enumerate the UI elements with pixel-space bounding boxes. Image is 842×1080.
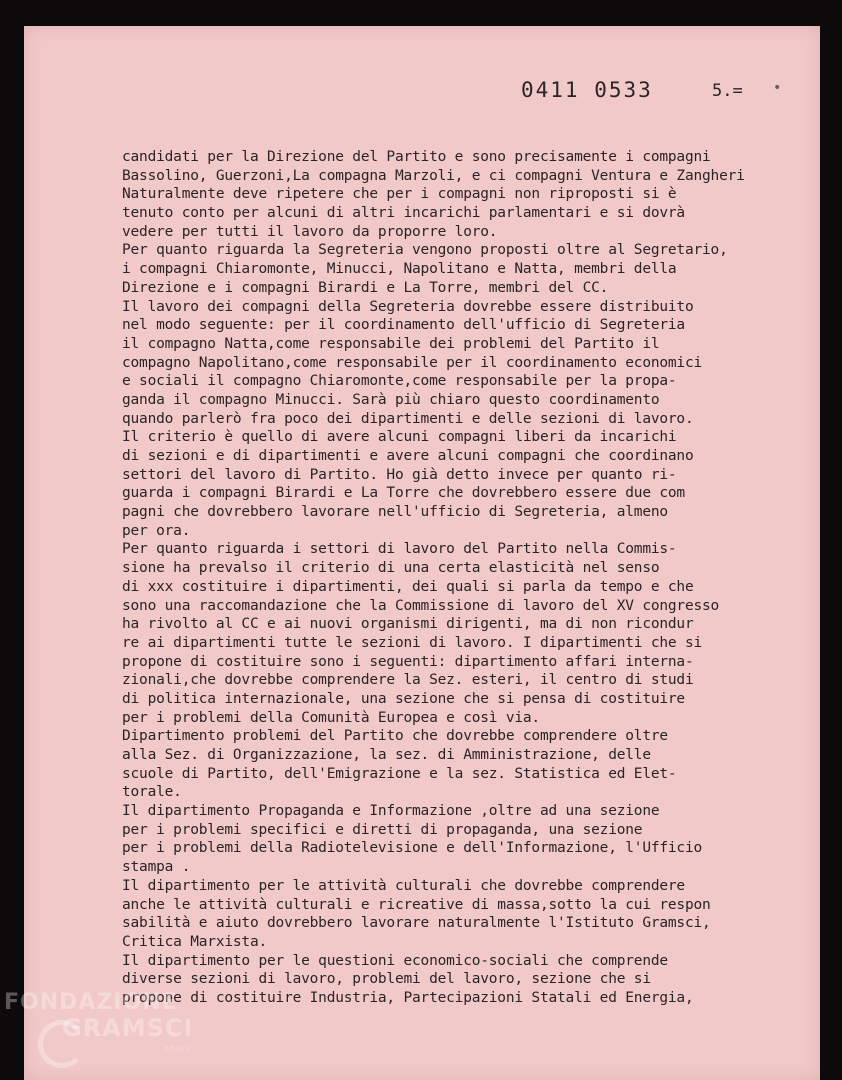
text-line: propone di costituire sono i seguenti: dipartimento affari interna- <box>122 653 694 670</box>
text-line: candidati per la Direzione del Partito e sono precisamente i compagni <box>122 149 711 165</box>
text-line: quando parlerò fra poco dei dipartimenti e delle sezioni di lavoro. <box>122 410 694 427</box>
text-line: compagno Napolitano,come responsabile per il coordinamento economici <box>122 354 703 371</box>
text-line: Direzione e i compagni Birardi e La Torre, membri del CC. <box>122 279 609 296</box>
text-line: re ai dipartimenti tutte le sezioni di lavoro. I dipartimenti che si <box>122 634 703 651</box>
text-line: zionali,che dovrebbe comprendere la Sez. esteri, il centro di studi <box>122 672 694 689</box>
text-line: Il dipartimento per le questioni economico-sociali che comprende <box>122 952 668 969</box>
text-line: anche le attività culturali e ricreative di massa,sotto la cui respon <box>122 896 711 913</box>
text-line: Il dipartimento Propaganda e Informazione ,oltre ad una sezione <box>122 803 660 820</box>
watermark-line-2: GRAMSCI <box>62 1014 194 1042</box>
typewritten-body <box>122 148 822 1008</box>
page-header <box>24 78 820 108</box>
text-line: di xxx costituire i dipartimenti, dei quali si parla da tempo e che <box>122 578 694 595</box>
text-line: Dipartimento problemi del Partito che dovrebbe comprendere oltre <box>122 728 668 745</box>
text-line: Critica Marxista. <box>122 933 268 950</box>
text-line: ha rivolto al CC e ai nuovi organismi dirigenti, ma di non ricondur <box>122 616 694 633</box>
text-line: guarda i compagni Birardi e La Torre che dovrebbero essere due com <box>122 485 685 502</box>
text-line: Bassolino, Guerzoni,La compagna Marzoli, e ci compagni Ventura e Zangheri <box>122 167 745 184</box>
document-number: 0411 0533 <box>521 78 653 102</box>
text-line: di politica internazionale, una sezione che si pensa di costituire <box>122 690 685 707</box>
text-line: il compagno Natta,come responsabile dei problemi del Partito il <box>122 335 660 352</box>
text-line: i compagni Chiaromonte, Minucci, Napolitano e Natta, membri della <box>122 261 677 278</box>
text-line: Il dipartimento per le attività culturali che dovrebbe comprendere <box>122 877 685 894</box>
text-line: nel modo seguente: per il coordinamento dell'ufficio di Segreteria <box>122 317 685 334</box>
text-line: di sezioni e di dipartimenti e avere alcuni compagni che coordinano <box>122 448 694 464</box>
text-line: stampa . <box>122 859 191 876</box>
text-line: sione ha prevalso il criterio di una certa elasticità nel senso <box>122 560 660 577</box>
page-number: 5.= <box>712 81 743 101</box>
text-line: torale. <box>122 784 182 801</box>
text-line: Il lavoro dei compagni della Segreteria dovrebbe essere distribuito <box>122 298 694 315</box>
text-line: pagni che dovrebbero lavorare nell'ufficio di Segreteria, almeno <box>122 504 668 521</box>
text-line: per ora. <box>122 522 191 539</box>
text-line: propone di costituire Industria, Partecipazioni Statali ed Energia, <box>122 989 694 1006</box>
text-line: e sociali il compagno Chiaromonte,come responsabile per la propa- <box>122 373 677 390</box>
watermark-sub: onlus <box>164 1044 191 1053</box>
text-line: sabilità e aiuto dovrebbero lavorare naturalmente l'Istituto Gramsci, <box>122 915 711 932</box>
text-line: ganda il compagno Minucci. Sarà più chiaro questo coordinamento <box>122 391 660 408</box>
text-line: per i problemi specifici e diretti di propaganda, una sezione <box>122 821 643 838</box>
text-line: scuole di Partito, dell'Emigrazione e la sez. Statistica ed Elet- <box>122 765 677 782</box>
text-line: diverse sezioni di lavoro, problemi del lavoro, sezione che si <box>122 971 651 988</box>
text-line: per i problemi della Comunità Europea e così via. <box>122 709 540 726</box>
text-line: settori del lavoro di Partito. Ho già detto invece per quanto ri- <box>122 466 677 483</box>
text-line: Il criterio è quello di avere alcuni compagni liberi da incarichi <box>122 429 677 446</box>
text-line: Per quanto riguarda la Segreteria vengono proposti oltre al Segretario, <box>122 242 728 259</box>
text-line: per i problemi della Radiotelevisione e dell'Informazione, l'Ufficio <box>122 840 703 857</box>
watermark-line-1: FONDAZIONE <box>4 990 178 1015</box>
text-line: alla Sez. di Organizzazione, la sez. di Amministrazione, delle <box>122 747 651 763</box>
text-line: Per quanto riguarda i settori di lavoro del Partito nella Commis- <box>122 541 677 558</box>
text-line: vedere per tutti il lavoro da proporre loro. <box>122 223 498 240</box>
text-line: Naturalmente deve ripetere che per i compagni non riproposti si è <box>122 186 677 203</box>
fondazione-gramsci-watermark <box>4 990 214 1072</box>
document-page <box>24 26 820 1080</box>
text-line: tenuto conto per alcuni di altri incarichi parlamentari e si dovrà <box>122 205 685 222</box>
text-line: sono una raccomandazione che la Commissione di lavoro del XV congresso <box>122 597 720 614</box>
corner-mark: • <box>773 80 782 96</box>
